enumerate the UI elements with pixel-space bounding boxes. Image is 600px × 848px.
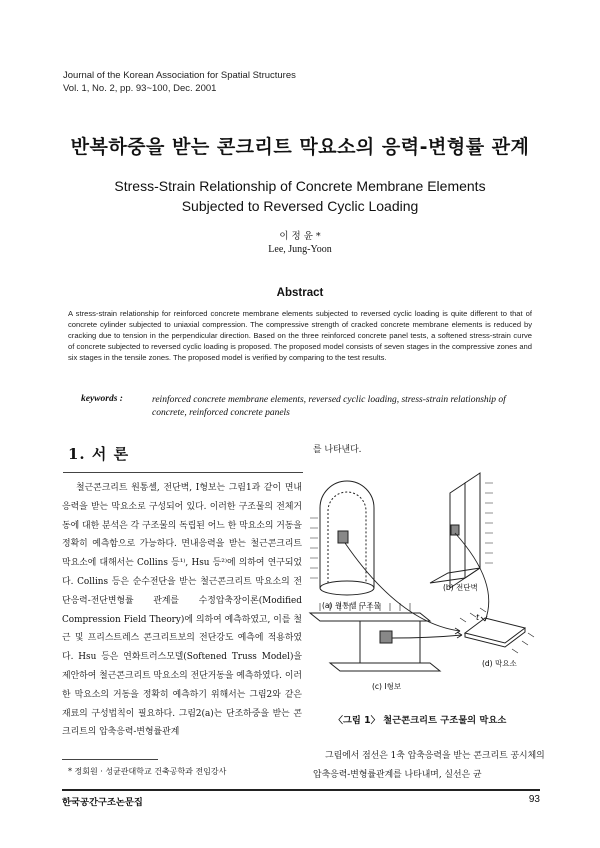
footer-rule: [62, 789, 540, 791]
membrane-element-drawing: [460, 608, 534, 653]
figure-1: [300, 463, 540, 708]
title-korean: 반복하중을 받는 콘크리트 막요소의 응력-변형률 관계: [70, 136, 530, 158]
title-english: [0, 176, 600, 216]
abstract-text: A stress-strain relationship for reinforced concrete membrane elements subjected to reversed cyclic loading is quite different to that of concrete cylinder subjected to uniaxial compression. The compressive strength of cracked concrete membrane elements is reduced by cracking due to tension in the perpendicular direction. Based on the three reinforced concrete panel tests, a softened stress-strain curve of concrete subjected to reversed cyclic loading is proposed. The proposed model consists of seven stages in the compressive zones and six stages in the tensile zones. The proposed model is verified by comparing to the test results.: [68, 309, 532, 362]
journal-name: Journal of the Korean Association for Spatial Structures: [63, 70, 296, 81]
page-number: 93: [528, 794, 540, 805]
figure-label-b: (b) 전단벽: [443, 583, 478, 592]
journal-header: [63, 70, 296, 95]
abstract-heading: Abstract: [276, 287, 324, 299]
keywords-label: keywords :: [81, 394, 123, 404]
paragraph-figure-description: 그림에서 점선은 1축 압축응력을 받는 콘크리트 공시체의 압축응력-변형률관계를 나타내며, 실선은 균: [313, 751, 545, 780]
body-right-continuation: 를 나타낸다.: [313, 445, 362, 455]
paragraph-intro: 철근콘크리트 원통셸, 전단벽, I형보는 그림1과 같이 면내응력을 받는 막요소로 구성되어 있다. 이러한 구조물의 전체거동에 대한 분석은 각 구조물의 독립된 어느 한 막요소의 거동을 정확히 예측함으로 가능하다. 면내응력을 받는 철근콘크리트 막요소에 대해서는 Collins 등¹⁾, Hsu 등²⁾에 의하여 연구되었다. Collins 등은 순수전단을 받는 철근콘크리트 막요소의 전단응력-전단변형률 관계를 수정압축장이론(Modified Compression Field Theory)에 의하여 예측하였고, 이를 철근 및 프리스트레스 콘크리트보의 전단강도 예측에 적용하였다. Hsu 등은 연화트러스모델(Softened Truss Model)을 제안하여 철근콘크리트 막요소의 전단거동을 예측하였다. 이러한 막요소의 거동을 정확히 예측하기 위해서는 그림2와 같은 재료의 구성법칙이 필요하다. 그림2(a)는 단조하중을 받는 콘크리트의 압축응력-변형률관계: [62, 483, 302, 738]
figure-label-t: t: [476, 613, 480, 622]
body-left-column: [62, 479, 302, 742]
footnote-rule: [62, 759, 158, 760]
figure-label-c: (c) I형보: [372, 682, 402, 691]
figure-label-d: (d) 막요소: [482, 659, 517, 668]
section-title: 1. 서 론: [68, 445, 130, 463]
body-right-column: [313, 747, 550, 785]
shear-wall-drawing: [430, 473, 493, 588]
keywords-text: reinforced concrete membrane elements, reversed cyclic loading, stress-strain relationship of concrete, reinforced concrete panels: [152, 395, 506, 418]
title-english-line1: Stress-Strain Relationship of Concrete Membrane Elements: [114, 178, 486, 194]
section-rule: [63, 472, 303, 473]
cylindrical-shell-drawing: [310, 481, 374, 595]
footnote: * 정회원 · 성균관대학교 건축공학과 전임강사: [68, 767, 227, 776]
title-english-line2: Subjected to Reversed Cyclic Loading: [181, 198, 419, 214]
journal-volume: Vol. 1, No. 2, pp. 93~100, Dec. 2001: [63, 82, 217, 94]
i-beam-drawing: [310, 603, 440, 671]
author-english: Lee, Jung-Yoon: [268, 244, 332, 255]
author-korean: 이 정 윤 *: [279, 231, 321, 242]
footer-journal-name: 한국공간구조논문집: [62, 797, 143, 808]
figure-caption: 〈그림 1〉 철근콘크리트 구조물의 막요소: [333, 715, 507, 726]
figure-label-a: (a) 원통셸 구조물: [322, 601, 381, 610]
